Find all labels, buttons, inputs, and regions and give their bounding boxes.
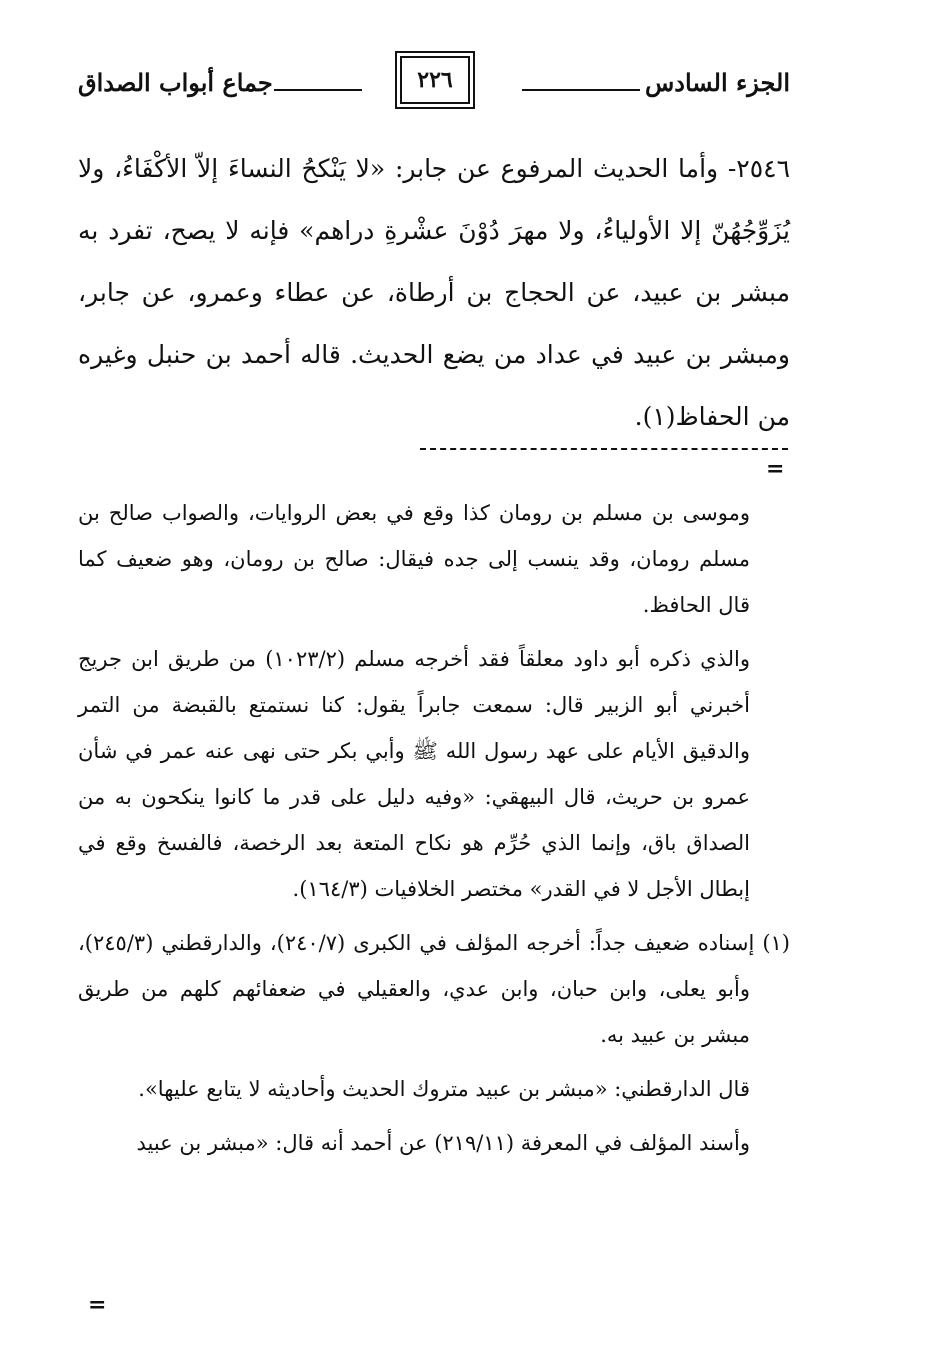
footnote-1-marifa: وأسند المؤلف في المعرفة (٢١٩/١١) عن أحمد أنه قال: «مبشر بن عبيد [136,1131,750,1155]
footnote-continued-1: وموسى بن مسلم بن رومان كذا وقع في بعض الروايات، والصواب صالح بن مسلم رومان، وقد ينسب إلى جده فيقال: صالح بن رومان، وهو ضعيف كما قال الحافظ. [78,501,750,617]
hadith-paragraph: ٢٥٤٦- وأما الحديث المرفوع عن جابر: «لا يَنْكحُ النساءَ إلاّ الأكْفَاءُ، ولا يُزَوِّجُهُنّ إلا الأولياءُ، ولا مهرَ دُوْنَ عشْرةِ دراهم» فإنه لا يصح، تفرد به مبشر بن عبيد، عن الحجاج بن أرطاة، عن عطاء وعمرو، عن جابر، ومبشر بن عبيد في عداد من يضع الحديث. قاله أحمد بن حنبل وغيره من الحفاظ(١). [78,154,790,431]
footnote-continued-2: والذي ذكره أبو داود معلقاً فقد أخرجه مسلم (١٠٢٣/٢) من طريق ابن جريج أخبرني أبو الزبير قال: سمعت جابراً يقول: كنا نستمتع بالقبضة من التمر والدقيق الأيام على عهد رسول الله ﷺ وأبي بكر حتى نهى عنه عمر في شأن عمرو بن حريث، قال البيهقي: «وفيه دليل على قدر ما كانوا ينكحون به من الصداق باق، وإنما الذي حُرِّم هو نكاح المتعة بعد الرخصة، فالفسخ وقع في إبطال الأجل لا في القدر» مختصر الخلافيات (١٦٤/٣). [78,647,751,901]
continuation-marker: = [766,456,785,482]
footnote-1: (١) إسناده ضعيف جداً: أخرجه المؤلف في الكبرى (٢٤٠/٧)، والدارقطني (٢٤٥/٣)، وأبو يعلى، وابن حبان، وابن عدي، والعقيلي في ضعفائهم كلهم من طريق مبشر بن عبيد به. [78,931,790,1047]
page-header [78,56,790,106]
page-number: ٢٢٦ [400,56,470,104]
header-rule-right [522,89,640,91]
header-volume-title: الجزء السادس [644,68,790,97]
footnote-1-quote-daraqutni: قال الدارقطني: «مبشر بن عبيد متروك الحديث وأحاديثه لا يتابع عليها». [138,1077,750,1101]
footnote-separator [420,448,788,450]
header-chapter-title: جماع أبواب الصداق [78,68,273,97]
footnotes [78,490,790,1174]
header-rule-left [274,89,362,91]
end-continuation-marker: = [88,1292,107,1318]
main-text [78,138,790,448]
